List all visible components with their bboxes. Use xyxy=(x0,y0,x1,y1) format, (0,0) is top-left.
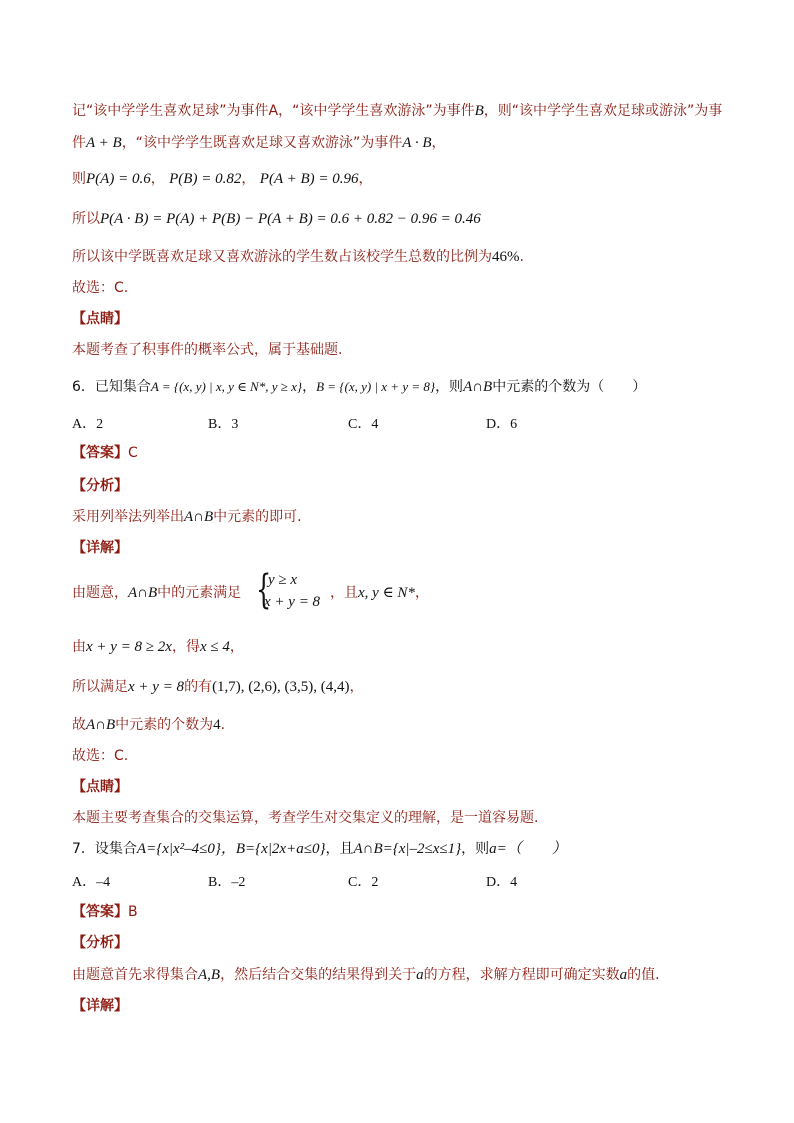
q6-fenxi-text: 采用列举法列举出A∩B中元素的即可. xyxy=(72,509,302,525)
q7-fenxi-text: 由题意首先求得集合A,B，然后结合交集的结果得到关于a的方程，求解方程即可确定实数a的值. xyxy=(72,967,660,983)
question-6-stem: 6．已知集合A = {(x, y) | x, y ∈ N*, y ≥ x}，B = {(x, y) | x + y = 8}，则A∩B中元素的个数为（ ） xyxy=(72,379,647,395)
event-definition-line-2: 件A + B，“该中学学生既喜欢足球又喜欢游泳”为事件A · B， xyxy=(72,135,446,151)
event-product-symbol: A · B xyxy=(402,135,432,151)
q7-sets: A={x|x²–4≤0}，B={x|2x+a≤0} xyxy=(136,841,326,857)
system-row-1: y ≥ x xyxy=(268,572,298,588)
q7-option-a: A．–4 xyxy=(72,875,111,890)
brace-icon: { xyxy=(256,567,272,613)
q7-option-b: B．–2 xyxy=(208,875,246,890)
q6-detail-system-line: 由题意，A∩B中的元素满足 xyxy=(72,585,242,601)
q6-fenxi-tag: 【分析】 xyxy=(72,478,128,494)
event-definition-line-1: 记“该中学学生喜欢足球”为事件A，“该中学学生喜欢游泳”为事件B，则“该中学学生喜欢足球或游泳”为事 xyxy=(72,103,723,119)
q6-detail-system-tail: ，且x, y ∈ N*， xyxy=(330,585,429,601)
q7-option-c: C．2 xyxy=(348,875,379,890)
q7-answer: 【答案】B xyxy=(72,904,138,920)
event-sum-symbol: A + B xyxy=(86,135,122,151)
q6-option-d: D．6 xyxy=(486,417,518,432)
q6-answer: 【答案】C xyxy=(72,445,138,461)
q6-option-a: A．2 xyxy=(72,417,104,432)
q6-dianjing-tag: 【点睛】 xyxy=(72,779,128,795)
product-formula: P(A · B) = P(A) + P(B) − P(A + B) = 0.6 + 0.82 − 0.96 = 0.46 xyxy=(100,211,481,227)
dianjing-text-q5: 本题考查了积事件的概率公式，属于基础题. xyxy=(72,342,343,358)
set-b-definition: B = {(x, y) | x + y = 8} xyxy=(316,379,436,394)
ratio-conclusion: 所以该中学既喜欢足球又喜欢游泳的学生数占该校学生总数的比例为46%. xyxy=(72,249,524,265)
equation-system xyxy=(256,567,326,616)
answer-choice-q5: 故选：C. xyxy=(72,280,129,296)
q6-dianjing-text: 本题主要考查集合的交集运算，考查学生对交集定义的理解，是一道容易题. xyxy=(72,810,539,826)
probability-values-line: 则P(A) = 0.6， P(B) = 0.82， P(A + B) = 0.96， xyxy=(72,171,373,187)
dianjing-tag-q5: 【点睛】 xyxy=(72,311,128,327)
set-a-definition: A = {(x, y) | x, y ∈ N*, y ≥ x} xyxy=(150,379,303,394)
q6-option-c: C．4 xyxy=(348,417,379,432)
q6-option-b: B．3 xyxy=(208,417,239,432)
q7-xiangjie-tag: 【详解】 xyxy=(72,998,128,1014)
question-7-stem: 7．设集合A={x|x²–4≤0}，B={x|2x+a≤0}，且A∩B={x|–2≤x≤1}，则a=（ ） xyxy=(72,841,567,857)
q6-answer-choice: 故选：C. xyxy=(72,748,129,764)
q7-option-d: D．4 xyxy=(486,875,518,890)
prob-b: P(B) = 0.82 xyxy=(169,171,242,187)
product-probability-formula: 所以P(A · B) = P(A) + P(B) − P(A + B) = 0.6 + 0.82 − 0.96 = 0.46 xyxy=(72,211,481,227)
q7-fenxi-tag: 【分析】 xyxy=(72,935,128,951)
percent-value: 46% xyxy=(492,249,520,265)
q7-intersection: A∩B={x|–2≤x≤1} xyxy=(353,841,462,857)
intersection-symbol: A∩B xyxy=(463,379,493,395)
prob-a-plus-b: P(A + B) = 0.96 xyxy=(259,171,359,187)
prob-a: P(A) = 0.6 xyxy=(86,171,151,187)
q6-detail-count: 故A∩B中元素的个数为4. xyxy=(72,717,226,733)
event-b-symbol: B xyxy=(474,103,484,119)
q6-detail-inequality: 由x + y = 8 ≥ 2x，得x ≤ 4， xyxy=(72,639,244,655)
q6-xiangjie-tag: 【详解】 xyxy=(72,540,128,556)
system-row-2: x + y = 8 xyxy=(264,594,321,610)
q6-detail-pairs: 所以满足x + y = 8的有(1,7), (2,6), (3,5), (4,4)， xyxy=(72,679,364,695)
